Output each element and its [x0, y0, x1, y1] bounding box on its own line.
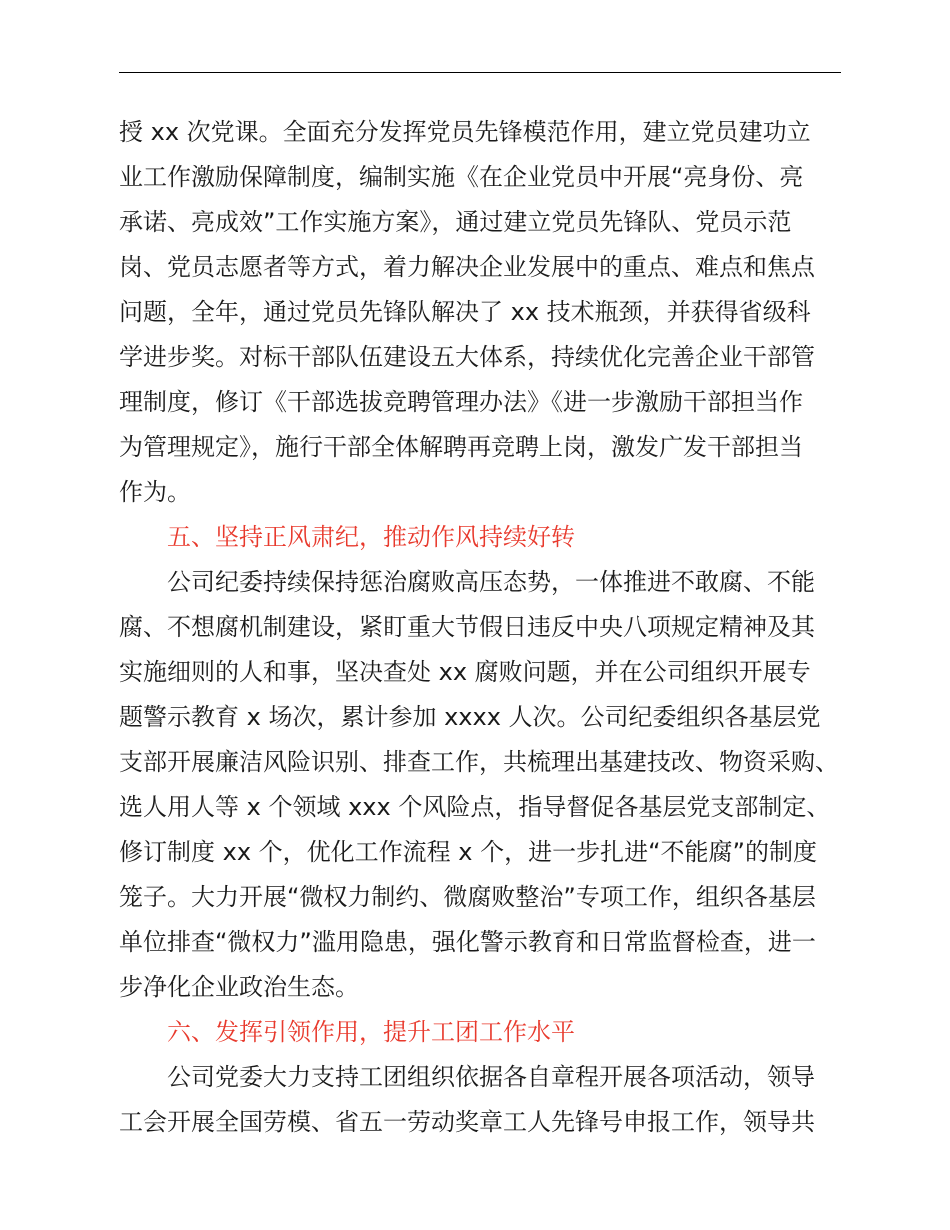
paragraph-line: 授 xx 次党课。全面充分发挥党员先锋模范作用，建立党员建功立 — [119, 118, 811, 146]
paragraph-line: 公司纪委持续保持惩治腐败高压态势，一体推进不敢腐、不能 — [167, 568, 815, 596]
paragraph-line: 步净化企业政治生态。 — [119, 973, 359, 1001]
paragraph-line: 修订制度 xx 个，优化工作流程 x 个，进一步扎进“不能腐”的制度 — [119, 838, 817, 866]
section-heading: 五、坚持正风肃纪，推动作风持续好转 — [167, 523, 575, 551]
paragraph-line: 题警示教育 x 场次，累计参加 xxxx 人次。公司纪委组织各基层党 — [119, 703, 821, 731]
paragraph-line: 单位排查“微权力”滥用隐患，强化警示教育和日常监督检查，进一 — [119, 928, 816, 956]
paragraph-line: 笼子。大力开展“微权力制约、微腐败整治”专项工作，组织各基层 — [119, 883, 816, 911]
section-heading: 六、发挥引领作用，提升工团工作水平 — [167, 1018, 575, 1046]
document-body — [119, 110, 844, 1145]
paragraph-line: 腐、不想腐机制建设，紧盯重大节假日违反中央八项规定精神及其 — [119, 613, 815, 641]
paragraph-line: 为管理规定》，施行干部全体解聘再竞聘上岗，激发广发干部担当 — [119, 433, 803, 461]
paragraph-line: 承诺、亮成效”工作实施方案》，通过建立党员先锋队、党员示范 — [119, 208, 792, 236]
paragraph-line: 选人用人等 x 个领域 xxx 个风险点，指导督促各基层党支部制定、 — [119, 793, 831, 821]
header-rule — [119, 72, 841, 73]
paragraph-line: 作为。 — [119, 478, 191, 506]
paragraph-line: 实施细则的人和事，坚决查处 xx 腐败问题，并在公司组织开展专 — [119, 658, 811, 686]
paragraph-line: 业工作激励保障制度，编制实施《在企业党员中开展“亮身份、亮 — [119, 163, 804, 191]
paragraph-line: 问题，全年，通过党员先锋队解决了 xx 技术瓶颈，并获得省级科 — [119, 298, 811, 326]
paragraph-line: 工会开展全国劳模、省五一劳动奖章工人先锋号申报工作，领导共 — [119, 1108, 815, 1136]
paragraph-line: 公司党委大力支持工团组织依据各自章程开展各项活动，领导 — [167, 1063, 815, 1091]
paragraph-line: 岗、党员志愿者等方式，着力解决企业发展中的重点、难点和焦点 — [119, 253, 815, 281]
paragraph-line: 支部开展廉洁风险识别、排查工作，共梳理出基建技改、物资采购、 — [119, 748, 839, 776]
paragraph-line: 理制度，修订《干部选拔竞聘管理办法》《进一步激励干部担当作 — [119, 388, 803, 416]
paragraph-line: 学进步奖。对标干部队伍建设五大体系，持续优化完善企业干部管 — [119, 343, 815, 371]
